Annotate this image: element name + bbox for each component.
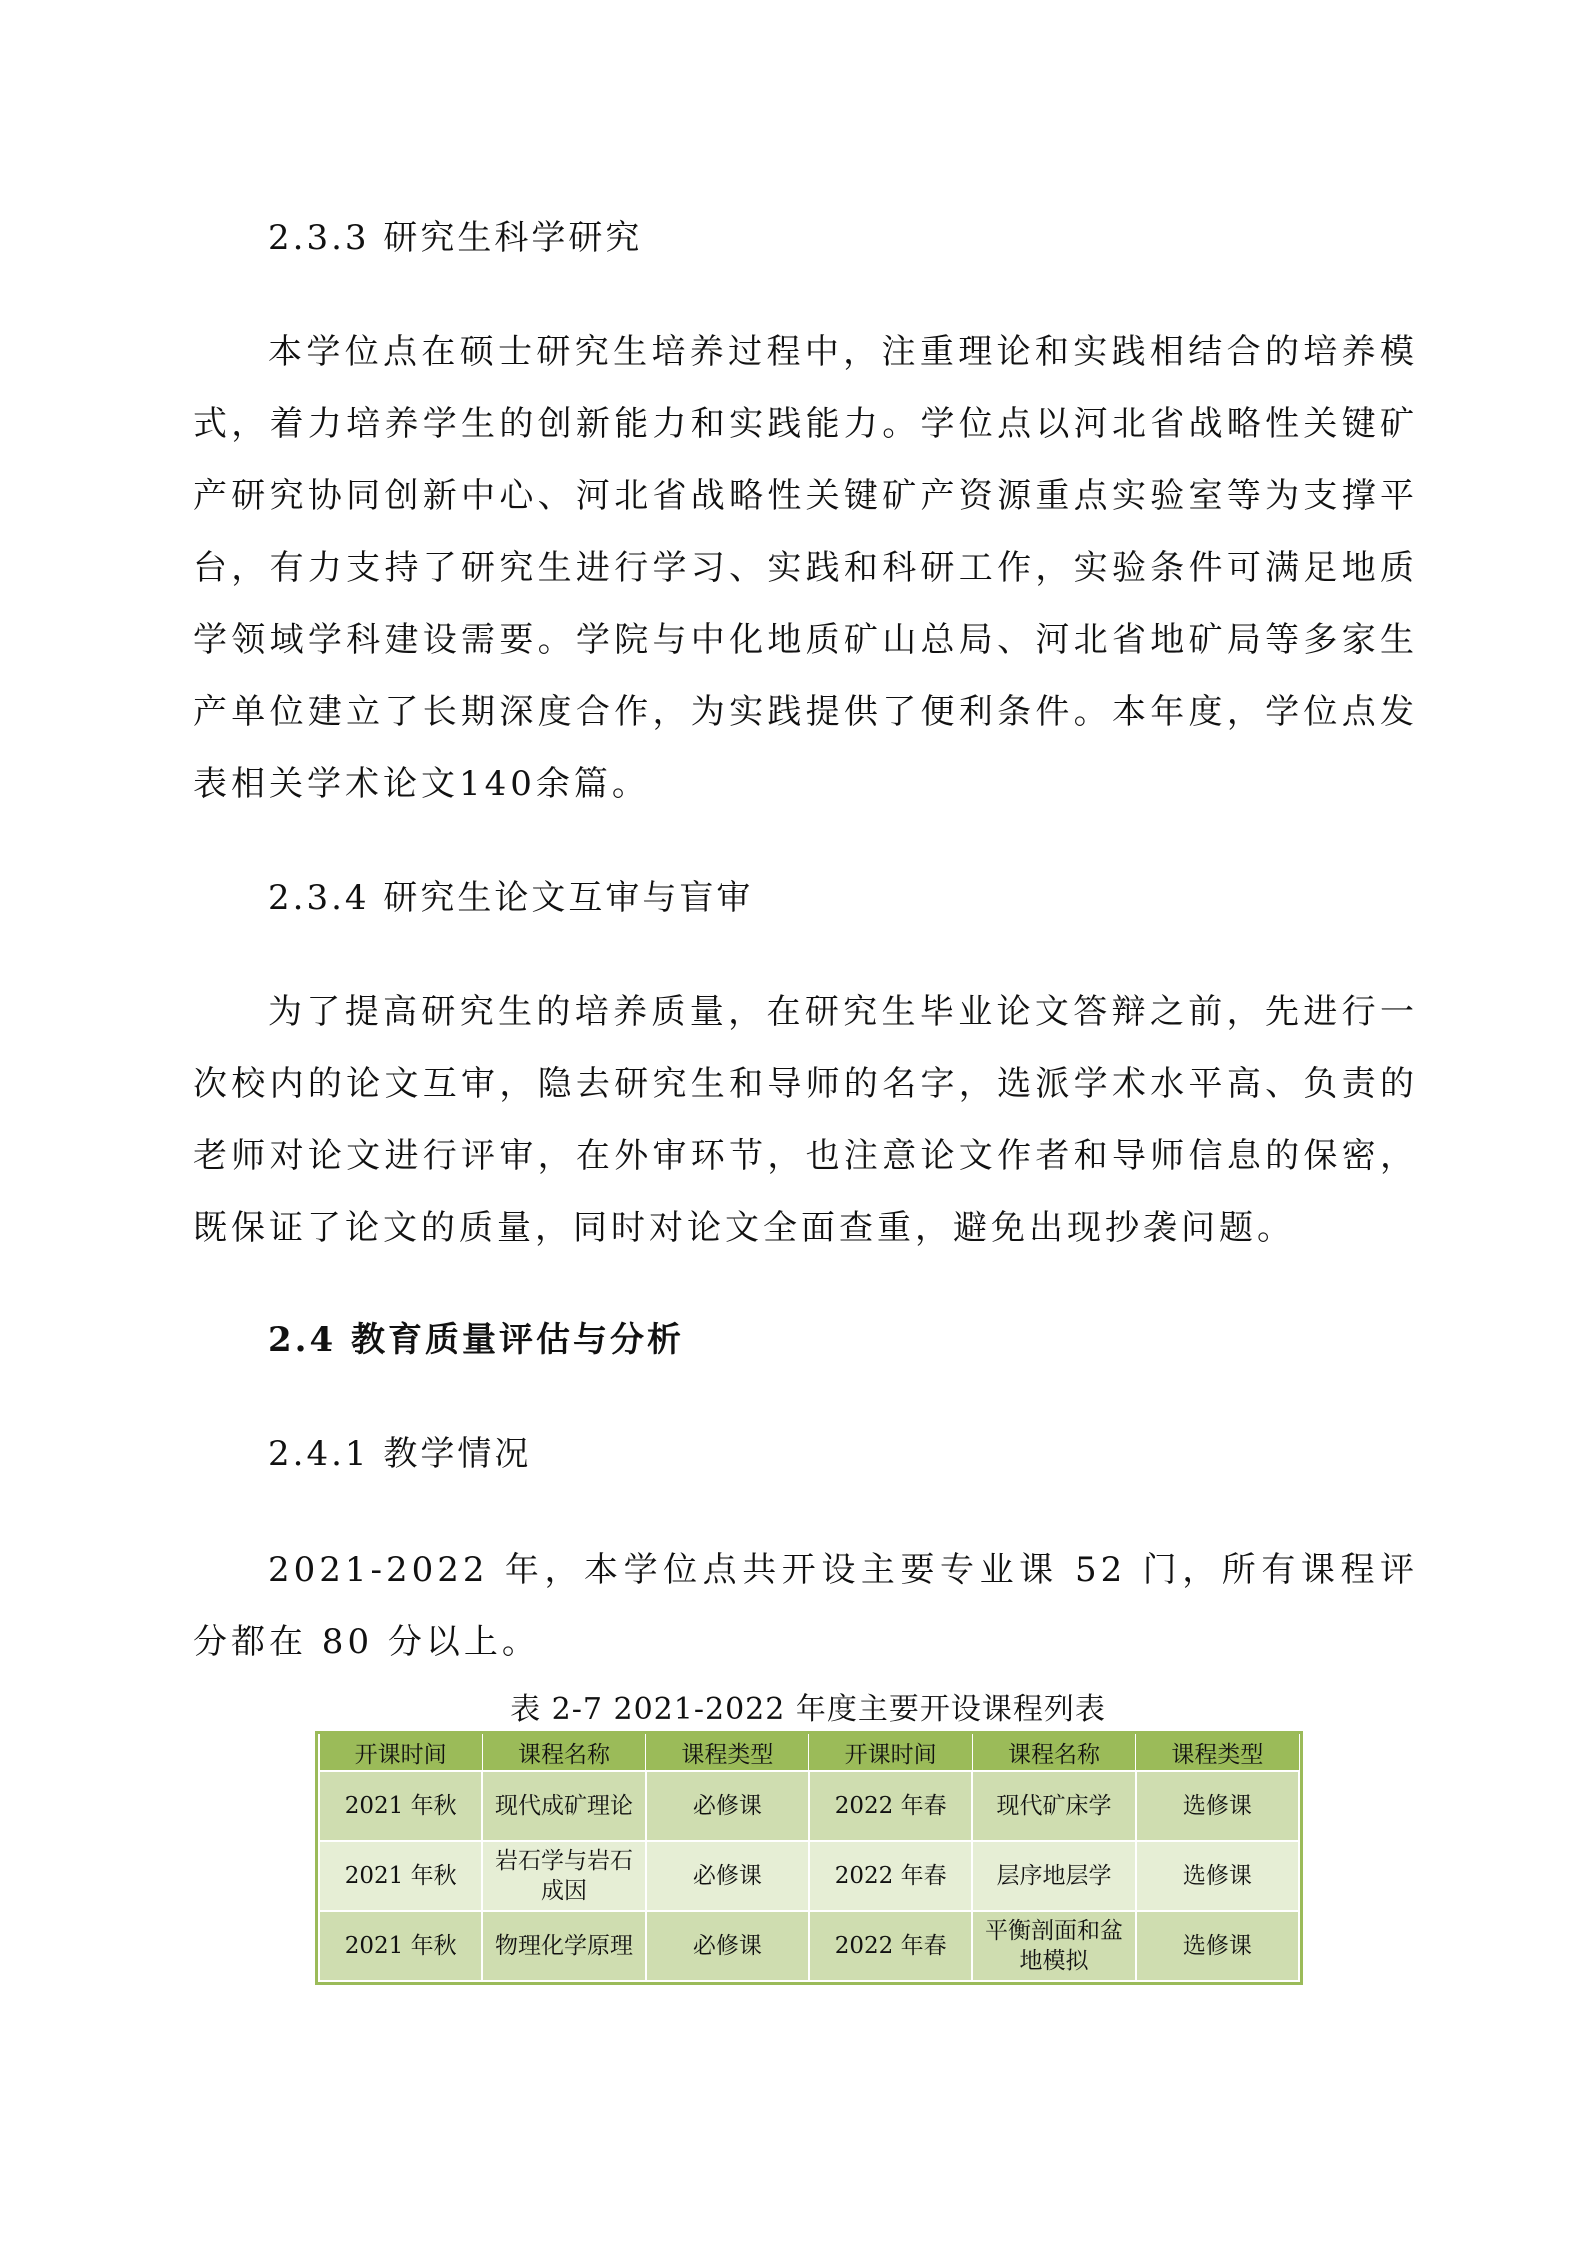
table-cell: 2022 年春	[809, 1911, 972, 1981]
col-header-time-2: 开课时间	[809, 1734, 972, 1771]
table-cell: 物理化学原理	[482, 1911, 645, 1981]
table-cell: 选修课	[1136, 1771, 1299, 1841]
section-2-3-4-paragraph: 为了提高研究生的培养质量，在研究生毕业论文答辩之前，先进行一次校内的论文互审，隐去研究生和导师的名字，选派学术水平高、负责的老师对论文进行评审，在外审环节，也注意论文作者和导师信息的保密，既保证了论文的质量，同时对论文全面查重，避免出现抄袭问题。	[193, 992, 1418, 1248]
table-cell: 层序地层学	[972, 1841, 1135, 1911]
course-table	[318, 1734, 1300, 1982]
section-2-4-heading: 2.4 教育质量评估与分析	[268, 1320, 684, 1360]
table-row	[319, 1771, 1299, 1841]
table-cell: 选修课	[1136, 1911, 1299, 1981]
table-cell: 2021 年秋	[319, 1841, 482, 1911]
table-cell: 平衡剖面和盆地模拟	[972, 1911, 1135, 1981]
table-cell: 必修课	[646, 1771, 809, 1841]
table-cell: 现代成矿理论	[482, 1771, 645, 1841]
table-row	[319, 1911, 1299, 1981]
section-2-4-1-heading: 2.4.1 教学情况	[268, 1434, 532, 1474]
col-header-name-2: 课程名称	[972, 1734, 1135, 1771]
table-cell: 必修课	[646, 1841, 809, 1911]
col-header-time-1: 开课时间	[319, 1734, 482, 1771]
section-2-3-3-paragraph: 本学位点在硕士研究生培养过程中，注重理论和实践相结合的培养模式，着力培养学生的创新能力和实践能力。学位点以河北省战略性关键矿产研究协同创新中心、河北省战略性关键矿产资源重点实验室等为支撑平台，有力支持了研究生进行学习、实践和科研工作，实验条件可满足地质学领域学科建设需要。学院与中化地质矿山总局、河北省地矿局等多家生产单位建立了长期深度合作，为实践提供了便利条件。本年度，学位点发表相关学术论文140余篇。	[193, 332, 1418, 804]
table-cell: 岩石学与岩石成因	[482, 1841, 645, 1911]
section-2-3-3-heading: 2.3.3 研究生科学研究	[268, 218, 643, 258]
table-cell: 现代矿床学	[972, 1771, 1135, 1841]
col-header-type-2: 课程类型	[1136, 1734, 1299, 1771]
section-2-3-4-heading: 2.3.4 研究生论文互审与盲审	[268, 878, 754, 918]
section-2-4-1-paragraph: 2021-2022 年，本学位点共开设主要专业课 52 门，所有课程评分都在 80 分以上。	[193, 1550, 1418, 1662]
table-cell: 2021 年秋	[319, 1911, 482, 1981]
col-header-type-1: 课程类型	[646, 1734, 809, 1771]
table-row	[319, 1841, 1299, 1911]
table-cell: 2022 年春	[809, 1841, 972, 1911]
table-header-row	[319, 1734, 1299, 1771]
table-cell: 选修课	[1136, 1841, 1299, 1911]
table-cell: 必修课	[646, 1911, 809, 1981]
table-cell: 2021 年秋	[319, 1771, 482, 1841]
col-header-name-1: 课程名称	[482, 1734, 645, 1771]
table-caption: 表 2-7 2021-2022 年度主要开设课程列表	[510, 1692, 1106, 1727]
table-cell: 2022 年春	[809, 1771, 972, 1841]
